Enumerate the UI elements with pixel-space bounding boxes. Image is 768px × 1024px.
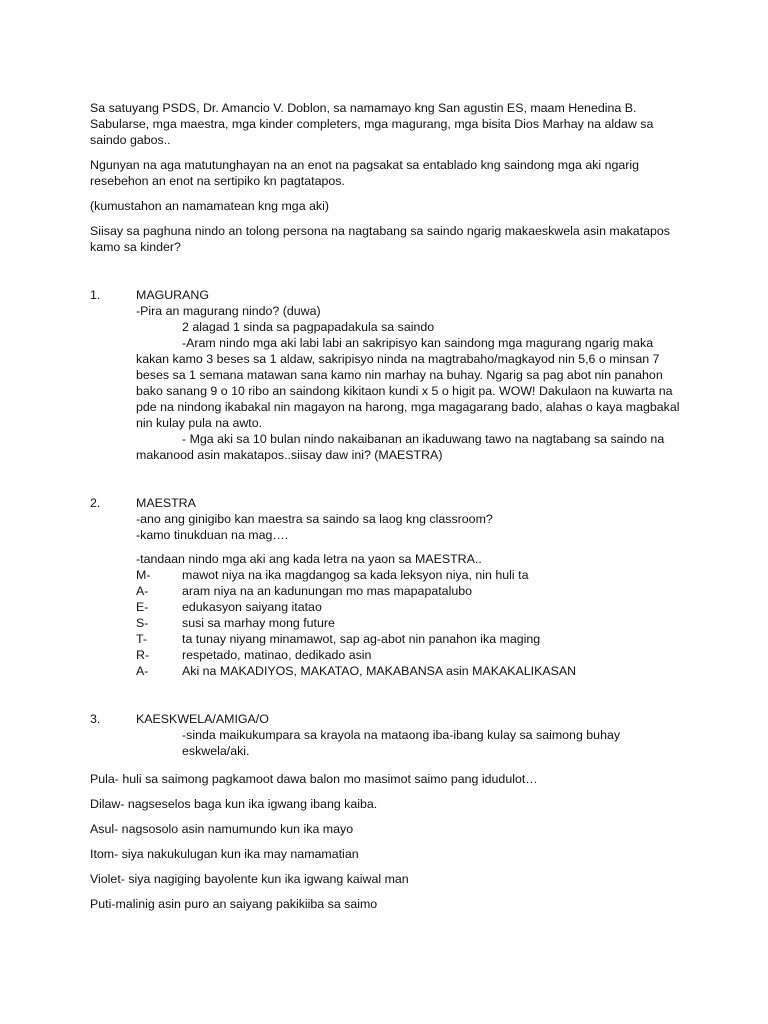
acronym-row (90, 583, 688, 599)
item-answer: -kamo tinukduan na mag…. (136, 528, 289, 542)
item-question: -ano ang ginigibo kan maestra sa saindo sa laog kng classroom? (136, 512, 493, 526)
color-line-dilaw: Dilaw- nagseselos baga kun ika igwang ibang kaiba. (90, 797, 378, 811)
acronym-letter: R- (136, 648, 150, 662)
acronym-text: mawot niya na ika magdangog sa kada leksyon niya, nin huli ta (182, 568, 529, 582)
acronym-letter: A- (136, 664, 149, 678)
acronym-letter: E- (136, 600, 149, 614)
acronym-letter: S- (136, 616, 149, 630)
acronym-letter: M- (136, 568, 151, 582)
list-number: 3. (90, 712, 101, 726)
item-answer: 2 alagad 1 sinda sa pagpapadakula sa saindo (182, 320, 435, 334)
color-line-itom: Itom- siya nakukulugan kun ika may namamatian (90, 847, 359, 861)
acronym-row (90, 647, 688, 663)
acronym-text: edukasyon saiyang itatao (182, 600, 322, 614)
crayon-colors-list (90, 771, 688, 912)
intro-question: Siisay sa paghuna nindo an tolong persona na nagtabang sa saindo ngarig makaeskwela asin makatapos kamo sa kinder? (90, 224, 671, 254)
color-line-pula: Pula- huli sa saimong pagkamoot dawa balon mo masimot saimo pang idudulot… (90, 772, 538, 786)
list-number: 1. (90, 288, 101, 302)
list-title: KAESKWELA/AMIGA/O (136, 712, 269, 726)
item-paragraph: -Aram nindo mga aki labi labi an sakripisyo kan saindong mga magurang ngarig maka kakan kamo 3 beses sa 1 aldaw, sakripisyo ninda na magtrabaho/magkayod nin 5,6 o minsan 7 beses sa 1 semana matawan sana kamo nin marhay na buhay. Ngarig sa pag abot nin panahon bako sanang 9 o 10 ribo an saindong kikitaon kundi x 5 o higit pa. WOW! Dakulaon na kuwarta na pde na nindong ikabakal nin magayon na harong, mga magagarang bado, alahas o kaya magbakal nin kulay pula na awto. (136, 336, 680, 430)
list-item-kaeskwela (90, 711, 688, 759)
acronym-row (90, 615, 688, 631)
list-item-magurang (90, 287, 688, 463)
acronym-text: ta tunay niyang minamawot, sap ag-abot nin panahon ika maging (182, 632, 541, 646)
acronym-letter: A- (136, 584, 149, 598)
acronym-row (90, 599, 688, 615)
item-line: -sinda maikukumpara sa krayola na mataong iba-ibang kulay sa saimong buhay (182, 728, 621, 742)
list-title: MAGURANG (136, 288, 209, 302)
item-paragraph: - Mga aki sa 10 bulan nindo nakaibanan an ikaduwang tawo na nagtabang sa saindo na makanood asin makatapos..siisay daw ini? (MAESTRA) (136, 432, 665, 462)
acronym-text: respetado, matinao, dedikado asin (182, 648, 372, 662)
color-line-puti: Puti-malinig asin puro an saiyang pakikiiba sa saimo (90, 897, 378, 911)
item-line: eskwela/aki. (182, 744, 250, 758)
list-title: MAESTRA (136, 496, 196, 510)
intro-announcement: Ngunyan na aga matutunghayan na an enot na pagsakat sa entablado kng saindong mga aki ngarig resebehon an enot na sertipiko kn pagtatapos. (90, 158, 640, 188)
acronym-text: susi sa marhay mong future (182, 616, 335, 630)
acronym-row (90, 663, 688, 679)
intro-greeting: Sa satuyang PSDS, Dr. Amancio V. Doblon, sa namamayo kng San agustin ES, maam Henedina B. Sabularse, mga maestra, mga kinder completers, mga magurang, mga bisita Dios Marhay na aldaw sa saindo gabos.. (90, 101, 654, 147)
color-line-asul: Asul- nagsosolo asin namumundo kun ika mayo (90, 822, 354, 836)
acronym-row (90, 631, 688, 647)
acronym-row (90, 567, 688, 583)
acronym-letter: T- (136, 632, 148, 646)
list-item-maestra (90, 495, 688, 679)
acronym-lead: -tandaan nindo mga aki ang kada letra na yaon sa MAESTRA.. (136, 552, 482, 566)
item-question: -Pira an magurang nindo? (duwa) (136, 304, 321, 318)
list-number: 2. (90, 496, 101, 510)
intro-note: (kumustahon an namamatean kng mga aki) (90, 199, 329, 213)
acronym-text: aram niya na an kadunungan mo mas mapapatalubo (182, 584, 472, 598)
acronym-text: Aki na MAKADIYOS, MAKATAO, MAKABANSA asin MAKAKALIKASAN (182, 664, 577, 678)
color-line-violet: Violet- siya nagiging bayolente kun ika igwang kaiwal man (90, 872, 409, 886)
